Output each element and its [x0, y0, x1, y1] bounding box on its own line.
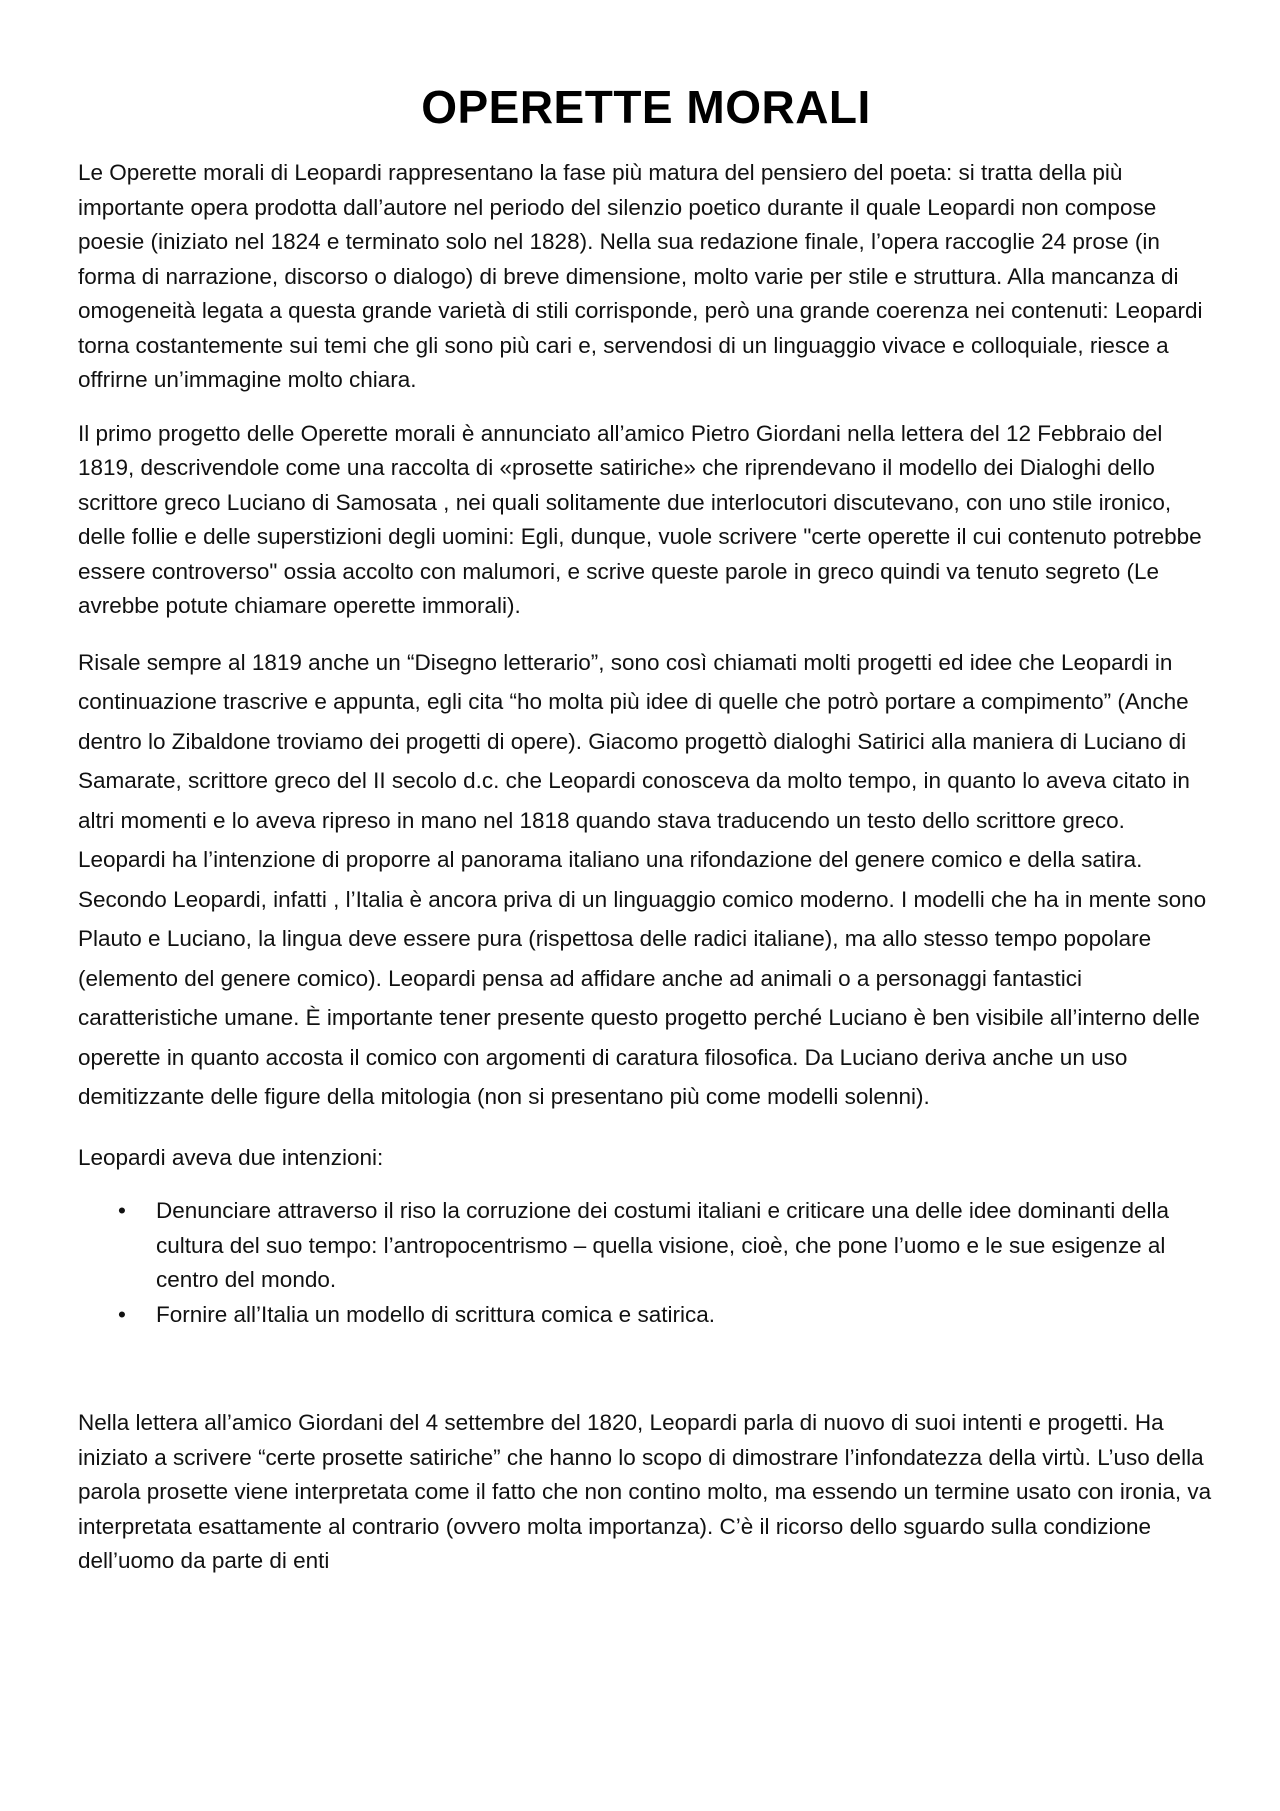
list-item [78, 1298, 1214, 1333]
intentions-list [78, 1194, 1214, 1332]
bullet-icon: • [118, 1198, 126, 1223]
blank-space [78, 1332, 1214, 1406]
paragraph-literary-design: Risale sempre al 1819 anche un “Disegno letterario”, sono così chiamati molti progetti ed idee che Leopardi in continuazione trascrive e appunta, egli cita “ho molta più idee di quelle che potrò portare a compimento” (Anche dentro lo Zibaldone troviamo dei progetti di opere). Giacomo progettò dialoghi Satirici alla maniera di Luciano di Samarate, scrittore greco del II secolo d.c. che Leopardi conosceva da molto tempo, in quanto lo aveva citato in altri momenti e lo aveva ripreso in mano nel 1818 quando stava traducendo un testo dello scrittore greco. Leopardi ha l’intenzione di proporre al panorama italiano una rifondazione del genere comico e della satira. Secondo Leopardi, infatti , l’Italia è ancora priva di un linguaggio comico moderno. I modelli che ha in mente sono Plauto e Luciano, la lingua deve essere pura (rispettosa delle radici italiane), ma allo stesso tempo popolare (elemento del genere comico). Leopardi pensa ad affidare anche ad animali o a personaggi fantastici caratteristiche umane. È importante tener presente questo progetto perché Luciano è ben visibile all’interno delle operette in quanto accosta il comico con argomenti di caratura filosofica. Da Luciano deriva anche un uso demitizzante delle figure della mitologia (non si presentano più come modelli solenni). [78, 649, 1207, 1109]
paragraph-first-project: Il primo progetto delle Operette morali è annunciato all’amico Pietro Giordani nella lettera del 12 Febbraio del 1819, descrivendole come una raccolta di «prosette satiriche» che riprendevano il modello dei Dialoghi dello scrittore greco Luciano di Samosata , nei quali solitamente due interlocutori discutevano, con uno stile ironico, delle follie e delle superstizioni degli uomini: Egli, dunque, vuole scrivere "certe operette il cui contenuto potrebbe essere controverso" ossia accolto con malumori, e scrive queste parole in greco quindi va tenuto segreto (Le avrebbe potute chiamare operette immorali). [78, 420, 1202, 618]
list-item-text: Fornire all’Italia un modello di scrittura comica e satirica. [156, 1301, 715, 1327]
paragraph-letter-1820: Nella lettera all’amico Giordani del 4 settembre del 1820, Leopardi parla di nuovo di suoi intenti e progetti. Ha iniziato a scrivere “certe prosette satiriche” che hanno lo scopo di dimostrare l’infondatezza della virtù. L’uso della parola prosette viene interpretata come il fatto che non contino molto, ma essendo un termine usato con ironia, va interpretata esattamente al contrario (ovvero molta importanza). C’è il ricorso dello sguardo sulla condizione dell’uomo da parte di enti [78, 1410, 1212, 1573]
document-title: OPERETTE MORALI [421, 81, 871, 133]
bullet-icon: • [118, 1301, 126, 1327]
list-item-text: Denunciare attraverso il riso la corruzione dei costumi italiani e criticare una delle idee dominanti della cultura del suo tempo: l’antropocentrismo – quella visione, cioè, che pone l’uomo e le sue esigenze al centro del mondo. [156, 1198, 1170, 1292]
paragraph-intentions-lead: Leopardi aveva due intenzioni: [78, 1144, 384, 1170]
document-page [78, 80, 1214, 1598]
paragraph-intro: Le Operette morali di Leopardi rappresentano la fase più matura del pensiero del poeta: si tratta della più importante opera prodotta dall’autore nel periodo del silenzio poetico durante il quale Leopardi non compose poesie (iniziato nel 1824 e terminato solo nel 1828). Nella sua redazione finale, l’opera raccoglie 24 prose (in forma di narrazione, discorso o dialogo) di breve dimensione, molto varie per stile e struttura. Alla mancanza di omogeneità legata a questa grande varietà di stili corrisponde, però una grande coerenza nei contenuti: Leopardi torna costantemente sui temi che gli sono più cari e, servendosi di un linguaggio vivace e colloquiale, riesce a offrirne un’immagine molto chiara. [78, 160, 1203, 392]
list-item [78, 1194, 1214, 1298]
